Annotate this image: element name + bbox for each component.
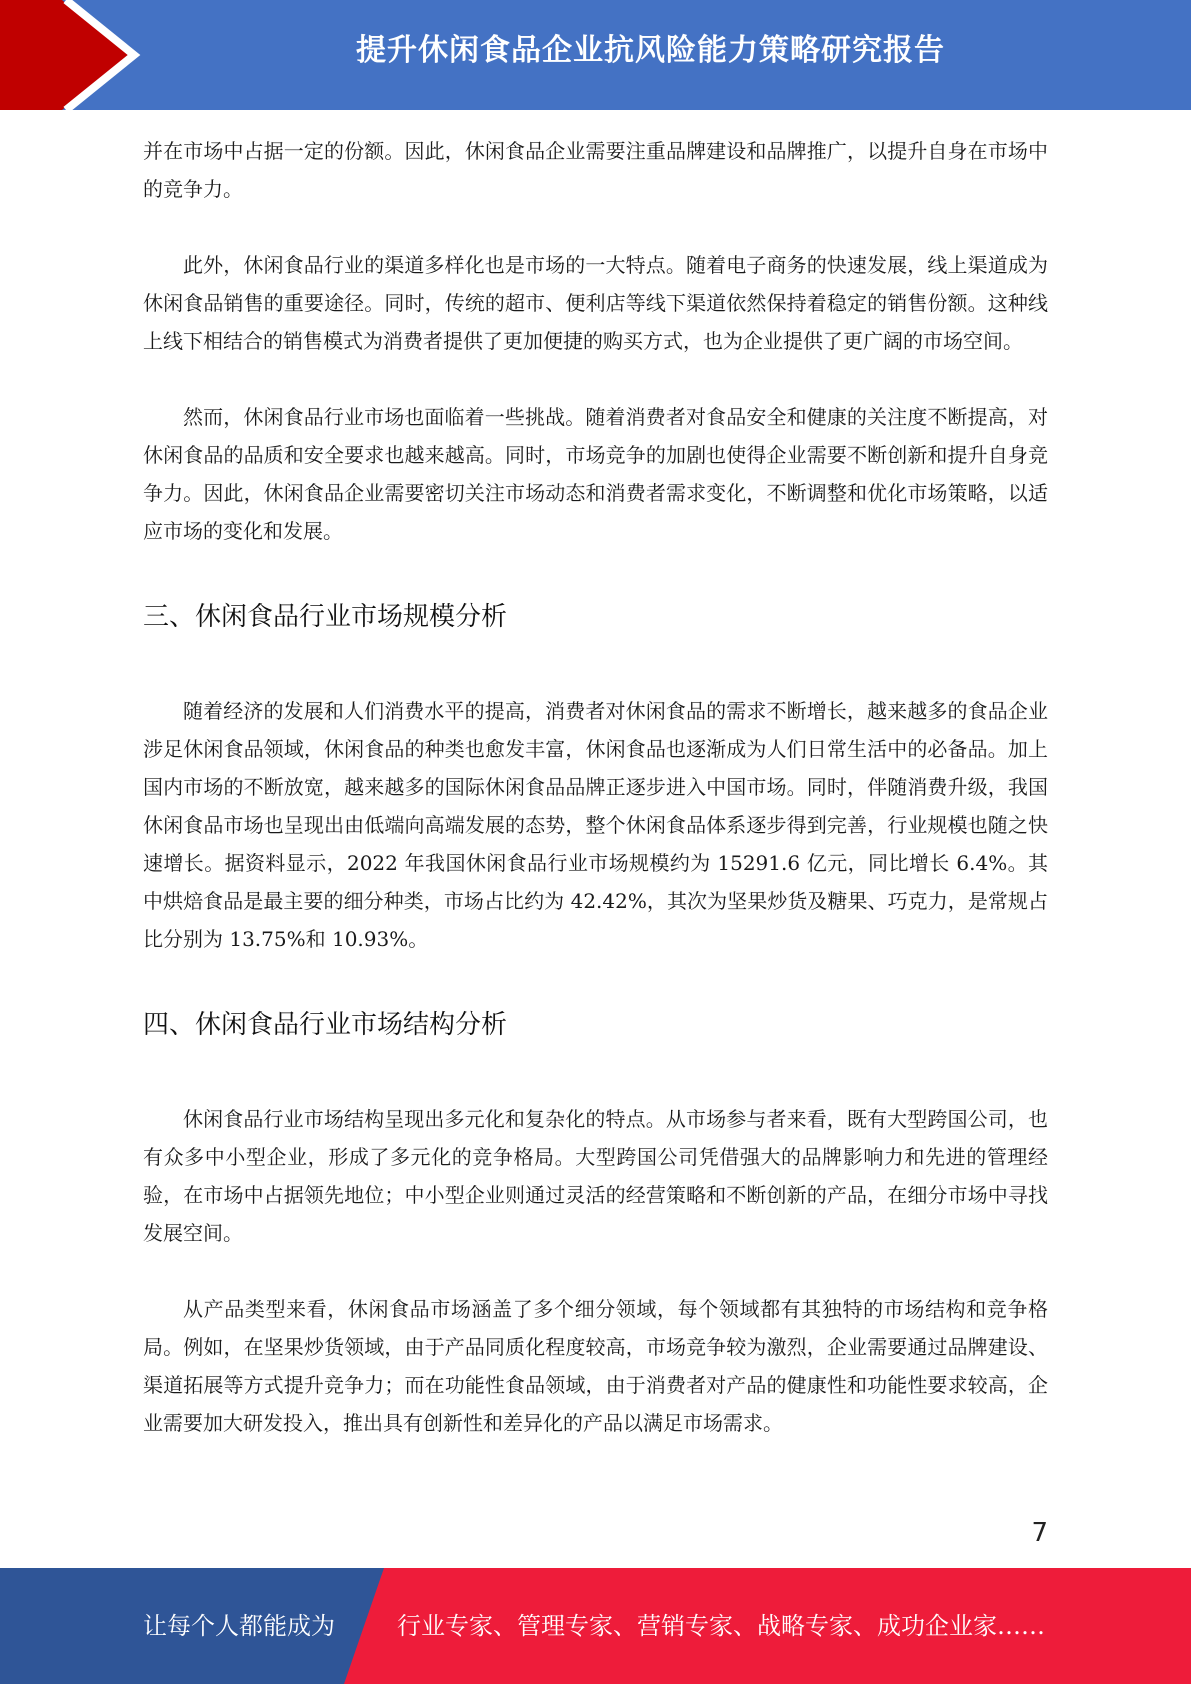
paragraph-product-types: 从产品类型来看，休闲食品市场涵盖了多个细分领域，每个领域都有其独特的市场结构和竞争格局。例如，在坚果炒货领域，由于产品同质化程度较高，市场竞争较为激烈，企业需要通过品牌建设、渠道拓展等方式提升竞争力；而在功能性食品领域，由于消费者对产品的健康性和功能性要求较高，企业需要加大研发投入，推出具有创新性和差异化的产品以满足市场需求。	[143, 1297, 1048, 1435]
paragraph-market-size: 随着经济的发展和人们消费水平的提高，消费者对休闲食品的需求不断增长，越来越多的食品企业涉足休闲食品领域，休闲食品的种类也愈发丰富，休闲食品也逐渐成为人们日常生活中的必备品。加上国内市场的不断放宽，越来越多的国际休闲食品品牌正逐步进入中国市场。同时，伴随消费升级，我国休闲食品市场也呈现出由低端向高端发展的态势，整个休闲食品体系逐步得到完善，行业规模也随之快速增长。据资料显示，2022 年我国休闲食品行业市场规模约为 15291.6 亿元，同比增长 6.4%。其中烘焙食品是最主要的细分种类，市场占比约为 42.42%，其次为坚果炒货及糖果、巧克力，是常规占比分别为 13.75%和 10.93%。	[143, 699, 1048, 951]
header-arrow-decoration	[0, 0, 160, 110]
paragraph-channels: 此外，休闲食品行业的渠道多样化也是市场的一大特点。随着电子商务的快速发展，线上渠道成为休闲食品销售的重要途径。同时，传统的超市、便利店等线下渠道依然保持着稳定的销售份额。这种线上线下相结合的销售模式为消费者提供了更加便捷的购买方式，也为企业提供了更广阔的市场空间。	[143, 253, 1048, 353]
page-header	[0, 0, 1191, 110]
paragraph-challenges: 然而，休闲食品行业市场也面临着一些挑战。随着消费者对食品安全和健康的关注度不断提高，对休闲食品的品质和安全要求也越来越高。同时，市场竞争的加剧也使得企业需要不断创新和提升自身竞争力。因此，休闲食品企业需要密切关注市场动态和消费者需求变化，不断调整和优化市场策略，以适应市场的变化和发展。	[143, 405, 1048, 543]
paragraph-market-participants: 休闲食品行业市场结构呈现出多元化和复杂化的特点。从市场参与者来看，既有大型跨国公司，也有众多中小型企业，形成了多元化的竞争格局。大型跨国公司凭借强大的品牌影响力和先进的管理经验，在市场中占据领先地位；中小型企业则通过灵活的经营策略和不断创新的产品，在细分市场中寻找发展空间。	[143, 1107, 1048, 1245]
page-content	[143, 132, 1048, 1442]
footer-slogan-left: 让每个人都能成为	[143, 1612, 335, 1640]
section-heading-market-structure: 四、休闲食品行业市场结构分析	[143, 1010, 508, 1040]
footer-slogan-right: 行业专家、管理专家、营销专家、战略专家、成功企业家……	[397, 1612, 1045, 1640]
page-number: 7	[1031, 1518, 1048, 1548]
section-heading-market-size: 三、休闲食品行业市场规模分析	[143, 602, 508, 632]
paragraph-continued: 并在市场中占据一定的份额。因此，休闲食品企业需要注重品牌建设和品牌推广，以提升自身在市场中的竞争力。	[143, 139, 1048, 201]
page-footer	[0, 1568, 1191, 1684]
document-title: 提升休闲食品企业抗风险能力策略研究报告	[356, 33, 945, 68]
